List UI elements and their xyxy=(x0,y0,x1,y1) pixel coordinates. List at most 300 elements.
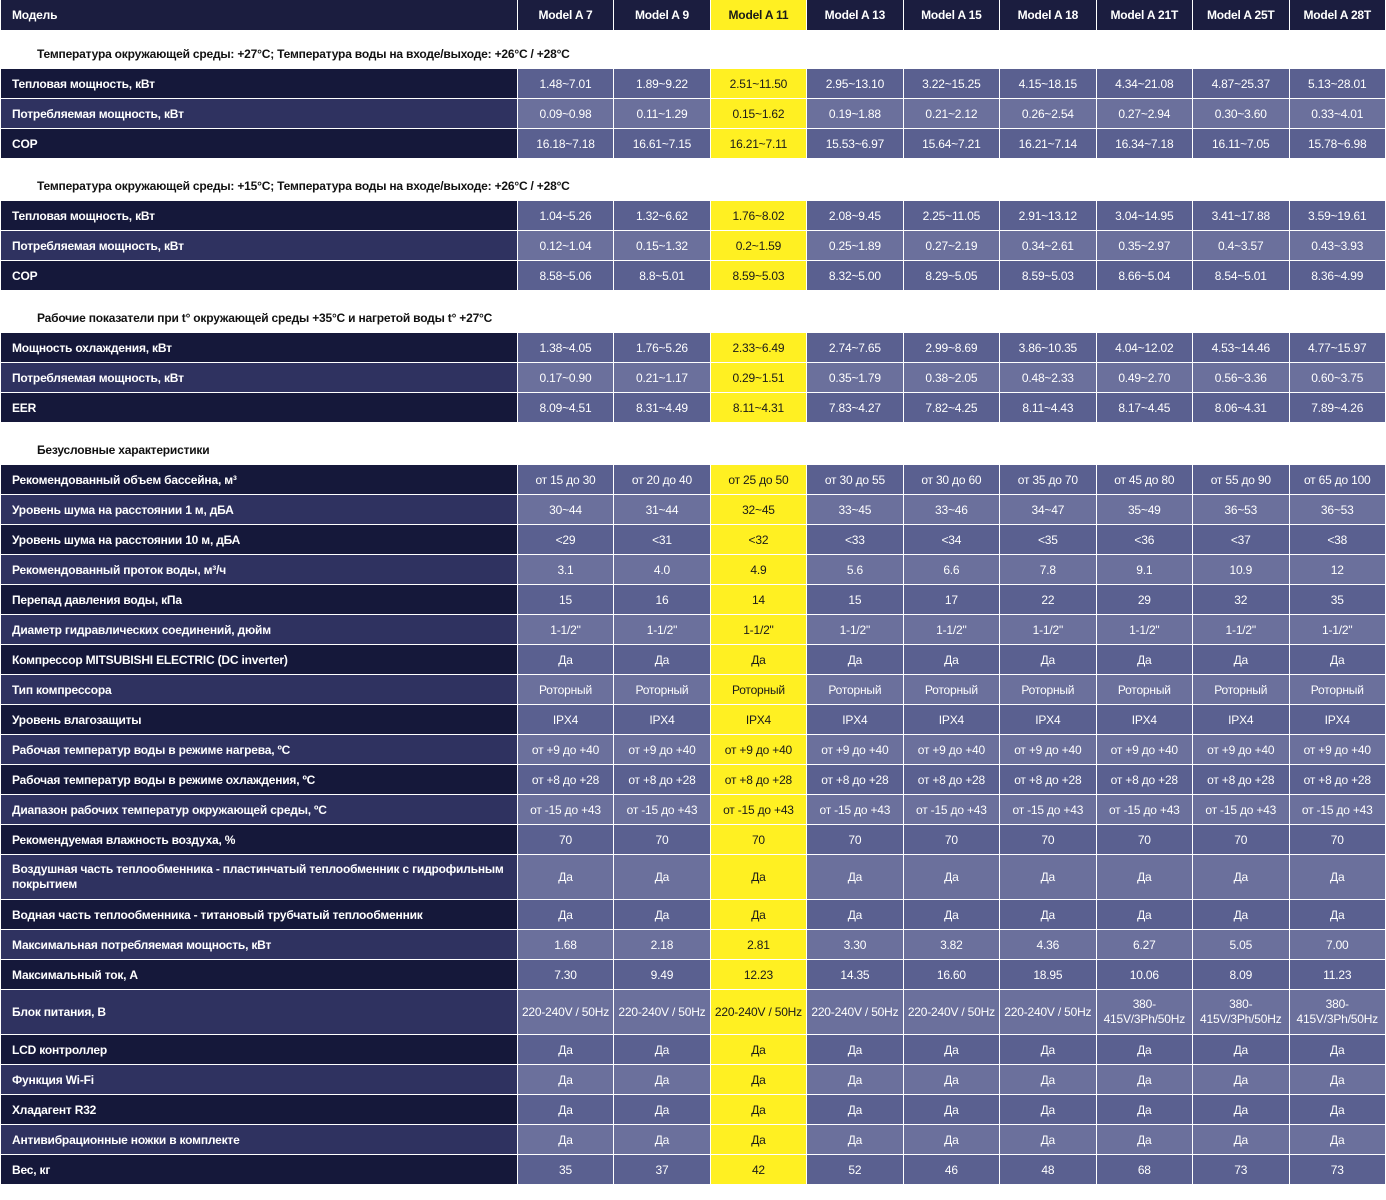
value-cell: 220-240V / 50Hz xyxy=(518,989,613,1034)
table-row xyxy=(1,1124,1385,1154)
value-cell: от -15 до +43 xyxy=(807,794,902,824)
table-row xyxy=(1,704,1385,734)
table-row xyxy=(1,1154,1385,1184)
value-cell: 1.32~6.62 xyxy=(614,200,709,230)
value-cell-highlighted: 2.51~11.50 xyxy=(711,68,806,98)
value-cell-highlighted: 2.81 xyxy=(711,929,806,959)
value-cell: 2.91~13.12 xyxy=(1000,200,1095,230)
value-cell-highlighted: 0.15~1.62 xyxy=(711,98,806,128)
value-cell: <38 xyxy=(1290,524,1386,554)
value-cell-highlighted: 1.76~8.02 xyxy=(711,200,806,230)
value-cell: IPX4 xyxy=(614,704,709,734)
value-cell: Роторный xyxy=(904,674,999,704)
value-cell: 4.77~15.97 xyxy=(1290,332,1386,362)
section-title-row xyxy=(1,436,1385,464)
value-cell: IPX4 xyxy=(807,704,902,734)
value-cell: 380-415V/3Ph/50Hz xyxy=(1097,989,1192,1034)
value-cell: <31 xyxy=(614,524,709,554)
value-cell: от +9 до +40 xyxy=(904,734,999,764)
model-header: Model A 18 xyxy=(1000,0,1095,30)
row-label: Антивибрационные ножки в комплекте xyxy=(1,1124,517,1154)
value-cell: Да xyxy=(1000,899,1095,929)
value-cell: 46 xyxy=(904,1154,999,1184)
value-cell: 380-415V/3Ph/50Hz xyxy=(1290,989,1386,1034)
value-cell: IPX4 xyxy=(518,704,613,734)
value-cell-highlighted: Да xyxy=(711,854,806,899)
value-cell: 0.17~0.90 xyxy=(518,362,613,392)
value-cell: Да xyxy=(1193,1034,1288,1064)
value-cell: 7.8 xyxy=(1000,554,1095,584)
section-gap xyxy=(1,158,1385,172)
value-cell: 1-1/2" xyxy=(614,614,709,644)
value-cell: 15.53~6.97 xyxy=(807,128,902,158)
value-cell: 16.18~7.18 xyxy=(518,128,613,158)
value-cell: 3.1 xyxy=(518,554,613,584)
value-cell: 1-1/2" xyxy=(904,614,999,644)
table-row xyxy=(1,644,1385,674)
value-cell: 16.21~7.14 xyxy=(1000,128,1095,158)
value-cell: Да xyxy=(518,854,613,899)
value-cell-highlighted: Да xyxy=(711,1034,806,1064)
value-cell: 1.89~9.22 xyxy=(614,68,709,98)
value-cell-highlighted: 12.23 xyxy=(711,959,806,989)
row-label: Потребляемая мощность, кВт xyxy=(1,98,517,128)
value-cell: 17 xyxy=(904,584,999,614)
value-cell: 8.58~5.06 xyxy=(518,260,613,290)
value-cell: Да xyxy=(1193,1124,1288,1154)
value-cell: Да xyxy=(904,854,999,899)
value-cell-highlighted: 8.11~4.31 xyxy=(711,392,806,422)
row-label: Тепловая мощность, кВт xyxy=(1,200,517,230)
value-cell: 380-415V/3Ph/50Hz xyxy=(1193,989,1288,1034)
value-cell: Роторный xyxy=(1097,674,1192,704)
value-cell: Да xyxy=(1000,1034,1095,1064)
value-cell: 3.04~14.95 xyxy=(1097,200,1192,230)
table-row xyxy=(1,824,1385,854)
value-cell-highlighted: 0.29~1.51 xyxy=(711,362,806,392)
table-row xyxy=(1,1034,1385,1064)
value-cell: Да xyxy=(1193,899,1288,929)
value-cell: 0.33~4.01 xyxy=(1290,98,1386,128)
value-cell: 0.56~3.36 xyxy=(1193,362,1288,392)
value-cell: 6.27 xyxy=(1097,929,1192,959)
row-label: Воздушная часть теплообменника - пластинчатый теплообменник с гидрофильным покрытием xyxy=(1,854,517,899)
value-cell: Да xyxy=(518,1124,613,1154)
value-cell: 9.1 xyxy=(1097,554,1192,584)
value-cell: 0.34~2.61 xyxy=(1000,230,1095,260)
value-cell-highlighted: 1-1/2" xyxy=(711,614,806,644)
value-cell: 1.76~5.26 xyxy=(614,332,709,362)
value-cell: 220-240V / 50Hz xyxy=(1000,989,1095,1034)
table-row xyxy=(1,200,1385,230)
value-cell: 7.82~4.25 xyxy=(904,392,999,422)
value-cell: 8.32~5.00 xyxy=(807,260,902,290)
value-cell: 220-240V / 50Hz xyxy=(807,989,902,1034)
value-cell: 12 xyxy=(1290,554,1386,584)
value-cell-highlighted: <32 xyxy=(711,524,806,554)
value-cell: 1-1/2" xyxy=(807,614,902,644)
row-label: Максимальный ток, А xyxy=(1,959,517,989)
value-cell: 1-1/2" xyxy=(1097,614,1192,644)
value-cell: <34 xyxy=(904,524,999,554)
section-gap xyxy=(1,422,1385,436)
value-cell: 70 xyxy=(1097,824,1192,854)
value-cell: 0.30~3.60 xyxy=(1193,98,1288,128)
value-cell-highlighted: 0.2~1.59 xyxy=(711,230,806,260)
value-cell: 4.34~21.08 xyxy=(1097,68,1192,98)
table-row xyxy=(1,614,1385,644)
value-cell: Да xyxy=(1193,644,1288,674)
table-row xyxy=(1,929,1385,959)
table-row xyxy=(1,362,1385,392)
value-cell: 7.89~4.26 xyxy=(1290,392,1386,422)
section-title-row xyxy=(1,40,1385,68)
value-cell: 32 xyxy=(1193,584,1288,614)
header-label: Модель xyxy=(1,0,517,30)
row-label: Рабочая температур воды в режиме охлаждения, ºС xyxy=(1,764,517,794)
value-cell: Да xyxy=(1290,1034,1386,1064)
value-cell: IPX4 xyxy=(1000,704,1095,734)
value-cell: Роторный xyxy=(614,674,709,704)
value-cell: 68 xyxy=(1097,1154,1192,1184)
value-cell: Да xyxy=(904,644,999,674)
value-cell: 3.30 xyxy=(807,929,902,959)
specs-table-body xyxy=(1,0,1385,1184)
value-cell-highlighted: 42 xyxy=(711,1154,806,1184)
value-cell: 8.8~5.01 xyxy=(614,260,709,290)
table-row xyxy=(1,68,1385,98)
value-cell: 3.86~10.35 xyxy=(1000,332,1095,362)
value-cell: Да xyxy=(518,644,613,674)
table-row xyxy=(1,260,1385,290)
table-row xyxy=(1,764,1385,794)
value-cell: Да xyxy=(1000,1064,1095,1094)
value-cell: Да xyxy=(904,1094,999,1124)
value-cell: Да xyxy=(904,899,999,929)
value-cell: 4.04~12.02 xyxy=(1097,332,1192,362)
value-cell: 2.95~13.10 xyxy=(807,68,902,98)
table-row xyxy=(1,98,1385,128)
value-cell: Да xyxy=(614,1034,709,1064)
value-cell: Да xyxy=(807,1064,902,1094)
value-cell: 0.19~1.88 xyxy=(807,98,902,128)
value-cell-highlighted: 220-240V / 50Hz xyxy=(711,989,806,1034)
value-cell: 8.17~4.45 xyxy=(1097,392,1192,422)
value-cell: Да xyxy=(807,899,902,929)
value-cell: 70 xyxy=(614,824,709,854)
table-row xyxy=(1,128,1385,158)
value-cell: 7.30 xyxy=(518,959,613,989)
value-cell: от 20 до 40 xyxy=(614,464,709,494)
value-cell: <29 xyxy=(518,524,613,554)
value-cell: 8.36~4.99 xyxy=(1290,260,1386,290)
row-label: Уровень шума на расстоянии 1 м, дБА xyxy=(1,494,517,524)
value-cell: 7.83~4.27 xyxy=(807,392,902,422)
value-cell-highlighted: Да xyxy=(711,899,806,929)
value-cell: 22 xyxy=(1000,584,1095,614)
value-cell: Да xyxy=(1193,1094,1288,1124)
table-row xyxy=(1,1094,1385,1124)
row-label: Рекомендуемая влажность воздуха, % xyxy=(1,824,517,854)
value-cell: 36~53 xyxy=(1290,494,1386,524)
value-cell: 0.21~1.17 xyxy=(614,362,709,392)
row-label: Перепад давления воды, кПа xyxy=(1,584,517,614)
value-cell: 1-1/2" xyxy=(518,614,613,644)
value-cell: 15 xyxy=(807,584,902,614)
row-label: Хладагент R32 xyxy=(1,1094,517,1124)
value-cell: 70 xyxy=(518,824,613,854)
value-cell: 1.38~4.05 xyxy=(518,332,613,362)
value-cell: 220-240V / 50Hz xyxy=(614,989,709,1034)
value-cell: Да xyxy=(904,1034,999,1064)
value-cell: Да xyxy=(807,644,902,674)
value-cell-highlighted: от +9 до +40 xyxy=(711,734,806,764)
value-cell: Да xyxy=(1000,644,1095,674)
value-cell: 0.15~1.32 xyxy=(614,230,709,260)
value-cell: 6.6 xyxy=(904,554,999,584)
value-cell: 5.13~28.01 xyxy=(1290,68,1386,98)
value-cell: от +8 до +28 xyxy=(807,764,902,794)
value-cell: Да xyxy=(614,1064,709,1094)
value-cell: 220-240V / 50Hz xyxy=(904,989,999,1034)
table-row xyxy=(1,899,1385,929)
value-cell: Роторный xyxy=(807,674,902,704)
value-cell: Роторный xyxy=(1000,674,1095,704)
section-gap xyxy=(1,30,1385,40)
value-cell: Да xyxy=(614,899,709,929)
value-cell: 0.27~2.94 xyxy=(1097,98,1192,128)
value-cell: <33 xyxy=(807,524,902,554)
value-cell: 14.35 xyxy=(807,959,902,989)
value-cell: 8.11~4.43 xyxy=(1000,392,1095,422)
value-cell: 73 xyxy=(1193,1154,1288,1184)
row-label: Уровень влагозащиты xyxy=(1,704,517,734)
value-cell: 8.06~4.31 xyxy=(1193,392,1288,422)
value-cell: от +8 до +28 xyxy=(1000,764,1095,794)
value-cell: 70 xyxy=(1193,824,1288,854)
value-cell: от 65 до 100 xyxy=(1290,464,1386,494)
value-cell: 10.9 xyxy=(1193,554,1288,584)
value-cell: Да xyxy=(1290,1124,1386,1154)
gap-cell xyxy=(1,158,1385,172)
value-cell: 8.66~5.04 xyxy=(1097,260,1192,290)
value-cell: 0.43~3.93 xyxy=(1290,230,1386,260)
model-header: Model A 25T xyxy=(1193,0,1288,30)
row-label: Водная часть теплообменника - титановый трубчатый теплообменник xyxy=(1,899,517,929)
value-cell: 16.61~7.15 xyxy=(614,128,709,158)
gap-cell xyxy=(1,30,1385,40)
value-cell-highlighted: 32~45 xyxy=(711,494,806,524)
value-cell: 15.78~6.98 xyxy=(1290,128,1386,158)
value-cell: 2.74~7.65 xyxy=(807,332,902,362)
value-cell: 16 xyxy=(614,584,709,614)
value-cell: 2.25~11.05 xyxy=(904,200,999,230)
value-cell: Роторный xyxy=(1193,674,1288,704)
value-cell: от 30 до 55 xyxy=(807,464,902,494)
value-cell: 3.22~15.25 xyxy=(904,68,999,98)
value-cell: 9.49 xyxy=(614,959,709,989)
value-cell: от 30 до 60 xyxy=(904,464,999,494)
value-cell: 2.99~8.69 xyxy=(904,332,999,362)
section-title: Безусловные характеристики xyxy=(1,436,1385,464)
row-label: Функция Wi-Fi xyxy=(1,1064,517,1094)
value-cell: IPX4 xyxy=(1097,704,1192,734)
value-cell: 16.60 xyxy=(904,959,999,989)
value-cell: 5.05 xyxy=(1193,929,1288,959)
value-cell: IPX4 xyxy=(1193,704,1288,734)
value-cell: 11.23 xyxy=(1290,959,1386,989)
value-cell: 34~47 xyxy=(1000,494,1095,524)
value-cell: от +9 до +40 xyxy=(1193,734,1288,764)
value-cell: от 35 до 70 xyxy=(1000,464,1095,494)
value-cell: Да xyxy=(1000,1094,1095,1124)
value-cell: 33~46 xyxy=(904,494,999,524)
value-cell: от -15 до +43 xyxy=(904,794,999,824)
value-cell: от -15 до +43 xyxy=(1000,794,1095,824)
value-cell: 4.53~14.46 xyxy=(1193,332,1288,362)
model-header: Model A 15 xyxy=(904,0,999,30)
value-cell-highlighted: Роторный xyxy=(711,674,806,704)
value-cell: 8.59~5.03 xyxy=(1000,260,1095,290)
value-cell: 8.09 xyxy=(1193,959,1288,989)
value-cell: 1-1/2" xyxy=(1000,614,1095,644)
row-label: COP xyxy=(1,128,517,158)
row-label: Вес, кг xyxy=(1,1154,517,1184)
row-label: Максимальная потребляемая мощность, кВт xyxy=(1,929,517,959)
value-cell: 8.54~5.01 xyxy=(1193,260,1288,290)
row-label: EER xyxy=(1,392,517,422)
value-cell: от 55 до 90 xyxy=(1193,464,1288,494)
value-cell: Да xyxy=(1097,854,1192,899)
value-cell: 8.29~5.05 xyxy=(904,260,999,290)
value-cell: от +9 до +40 xyxy=(1097,734,1192,764)
value-cell: от +9 до +40 xyxy=(614,734,709,764)
value-cell: Да xyxy=(1290,854,1386,899)
row-label: Уровень шума на расстоянии 10 м, дБА xyxy=(1,524,517,554)
value-cell-highlighted: от 25 до 50 xyxy=(711,464,806,494)
value-cell: 3.82 xyxy=(904,929,999,959)
value-cell: от +9 до +40 xyxy=(807,734,902,764)
value-cell-highlighted: 4.9 xyxy=(711,554,806,584)
value-cell: 0.26~2.54 xyxy=(1000,98,1095,128)
value-cell: 0.48~2.33 xyxy=(1000,362,1095,392)
section-gap xyxy=(1,290,1385,304)
table-row xyxy=(1,1064,1385,1094)
value-cell-highlighted: Да xyxy=(711,644,806,674)
table-row xyxy=(1,854,1385,899)
value-cell: 0.21~2.12 xyxy=(904,98,999,128)
value-cell: Да xyxy=(904,1064,999,1094)
value-cell: от -15 до +43 xyxy=(1193,794,1288,824)
value-cell: Да xyxy=(1097,1124,1192,1154)
value-cell-highlighted: от +8 до +28 xyxy=(711,764,806,794)
section-title: Рабочие показатели при t° окружающей среды +35°С и нагретой воды t° +27°С xyxy=(1,304,1385,332)
value-cell: Да xyxy=(1000,1124,1095,1154)
row-label: COP xyxy=(1,260,517,290)
value-cell-highlighted: Да xyxy=(711,1124,806,1154)
table-row xyxy=(1,959,1385,989)
value-cell: Да xyxy=(1290,1064,1386,1094)
value-cell: 30~44 xyxy=(518,494,613,524)
table-row xyxy=(1,734,1385,764)
value-cell: от -15 до +43 xyxy=(518,794,613,824)
table-row xyxy=(1,584,1385,614)
value-cell: 0.27~2.19 xyxy=(904,230,999,260)
table-row xyxy=(1,464,1385,494)
value-cell: Да xyxy=(1290,1094,1386,1124)
value-cell: 37 xyxy=(614,1154,709,1184)
row-label: Потребляемая мощность, кВт xyxy=(1,362,517,392)
value-cell: Роторный xyxy=(518,674,613,704)
value-cell: Да xyxy=(1097,644,1192,674)
value-cell: от +9 до +40 xyxy=(1290,734,1386,764)
value-cell: Да xyxy=(1097,1064,1192,1094)
table-row xyxy=(1,494,1385,524)
value-cell: 4.15~18.15 xyxy=(1000,68,1095,98)
row-label: Потребляемая мощность, кВт xyxy=(1,230,517,260)
value-cell: Да xyxy=(1290,644,1386,674)
value-cell: 16.34~7.18 xyxy=(1097,128,1192,158)
value-cell: 48 xyxy=(1000,1154,1095,1184)
table-row xyxy=(1,524,1385,554)
value-cell: 29 xyxy=(1097,584,1192,614)
table-row xyxy=(1,392,1385,422)
value-cell: 73 xyxy=(1290,1154,1386,1184)
value-cell: Да xyxy=(807,1124,902,1154)
section-title: Температура окружающей среды: +15°С; Температура воды на входе/выходе: +26°С / +28°С xyxy=(1,172,1385,200)
gap-cell xyxy=(1,290,1385,304)
row-label: Рекомендованный проток воды, м³/ч xyxy=(1,554,517,584)
value-cell: от +8 до +28 xyxy=(1290,764,1386,794)
value-cell: Да xyxy=(807,854,902,899)
value-cell: 52 xyxy=(807,1154,902,1184)
value-cell: 1.04~5.26 xyxy=(518,200,613,230)
value-cell: Да xyxy=(1097,1094,1192,1124)
model-header: Model A 7 xyxy=(518,0,613,30)
value-cell: 1-1/2" xyxy=(1193,614,1288,644)
value-cell: 3.41~17.88 xyxy=(1193,200,1288,230)
value-cell: 16.11~7.05 xyxy=(1193,128,1288,158)
value-cell-highlighted: Да xyxy=(711,1064,806,1094)
value-cell: 33~45 xyxy=(807,494,902,524)
value-cell: 35 xyxy=(1290,584,1386,614)
value-cell: 4.0 xyxy=(614,554,709,584)
value-cell-highlighted: 2.33~6.49 xyxy=(711,332,806,362)
value-cell: 7.00 xyxy=(1290,929,1386,959)
value-cell: 0.12~1.04 xyxy=(518,230,613,260)
value-cell: Да xyxy=(807,1034,902,1064)
model-header: Model A 28T xyxy=(1290,0,1386,30)
value-cell: Да xyxy=(614,644,709,674)
value-cell: Роторный xyxy=(1290,674,1386,704)
value-cell: 0.60~3.75 xyxy=(1290,362,1386,392)
value-cell: 35~49 xyxy=(1097,494,1192,524)
value-cell: 2.08~9.45 xyxy=(807,200,902,230)
value-cell-highlighted: 70 xyxy=(711,824,806,854)
table-row xyxy=(1,674,1385,704)
value-cell: от +8 до +28 xyxy=(904,764,999,794)
row-label: Мощность охлаждения, кВт xyxy=(1,332,517,362)
value-cell: 8.09~4.51 xyxy=(518,392,613,422)
row-label: Рабочая температур воды в режиме нагрева, ºС xyxy=(1,734,517,764)
value-cell: 0.25~1.89 xyxy=(807,230,902,260)
row-label: Компрессор MITSUBISHI ELECTRIC (DC inverter) xyxy=(1,644,517,674)
model-header: Model A 21T xyxy=(1097,0,1192,30)
value-cell-highlighted: 16.21~7.11 xyxy=(711,128,806,158)
value-cell: 4.36 xyxy=(1000,929,1095,959)
value-cell: <37 xyxy=(1193,524,1288,554)
gap-cell xyxy=(1,422,1385,436)
